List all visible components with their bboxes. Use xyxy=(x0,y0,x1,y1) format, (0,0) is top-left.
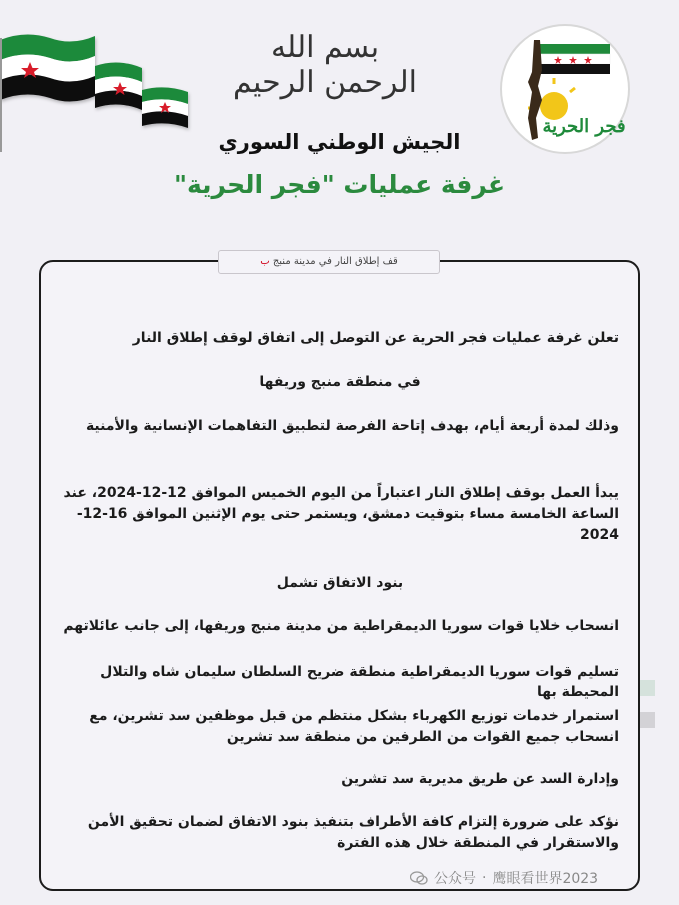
paragraph-announcement: تعلن غرفة عمليات فجر الحرية عن التوصل إلى اتفاق لوقف إطلاق النار xyxy=(132,330,619,346)
watermark-source: 公众号 xyxy=(434,871,476,887)
paragraph-term-handover: تسليم قوات سوريا الديمقراطية منطقة ضريح السلطان سليمان شاه والتلال المحيطة بها xyxy=(100,664,619,700)
logo-text: فجر الحرية xyxy=(542,116,626,137)
subject-marker: ب xyxy=(260,256,270,267)
flag-small xyxy=(142,87,188,128)
subject-text: قف إطلاق النار في مدينة منبج xyxy=(272,256,398,267)
paragraph-term-dam-management: وإدارة السد عن طريق مديرية سد تشرين xyxy=(341,771,619,787)
watermark-separator: · xyxy=(482,870,487,886)
paragraph-terms-heading: بنود الاتفاق تشمل xyxy=(276,575,404,591)
wechat-icon xyxy=(410,871,428,885)
paragraph-start-date: يبدأ العمل بوقف إطلاق النار اعتباراً من اليوم الخميس الموافق 12-12-2024، عند الساعة الخامسة مساء بتوقيت دمشق، ويستمر حتى يوم الإثنين الموافق 16-12-2024 xyxy=(63,485,619,543)
paragraph-closing: نؤكد على ضرورة إلتزام كافة الأطراف بتنفيذ بنود الاتفاق لضمان تحقيق الأمن والاستقرار في المنطقة خلال هذه الفترة xyxy=(87,814,619,851)
operations-room-title: غرفة عمليات "فجر الحرية" xyxy=(173,170,506,199)
army-title: الجيش الوطني السوري xyxy=(218,130,461,154)
subject-line xyxy=(218,250,440,274)
paragraph-term-withdrawal: انسحاب خلايا قوات سوريا الديمقراطية من مدينة منبج وريفها، إلى جانب عائلاتهم xyxy=(63,618,619,634)
watermark-name: 鹰眼看世界2023 xyxy=(492,871,599,887)
paragraph-term-electricity: استمرار خدمات توزيع الكهرباء بشكل منتظم من قبل موظفين سد تشرين، مع انسحاب جميع القوات من الطرفين من منطقة سد تشرين xyxy=(89,708,619,745)
paragraph-area: في منطقة منبج وريفها xyxy=(259,374,421,390)
flag-large xyxy=(0,34,95,101)
flag-medium xyxy=(95,62,142,110)
paragraph-duration: وذلك لمدة أربعة أيام، بهدف إتاحة الفرصة لتطبيق التفاهمات الإنسانية والأمنية xyxy=(85,418,619,434)
watermark xyxy=(410,868,598,888)
basmala-calligraphy: بسم الله الرحمن الرحيم xyxy=(233,30,417,100)
